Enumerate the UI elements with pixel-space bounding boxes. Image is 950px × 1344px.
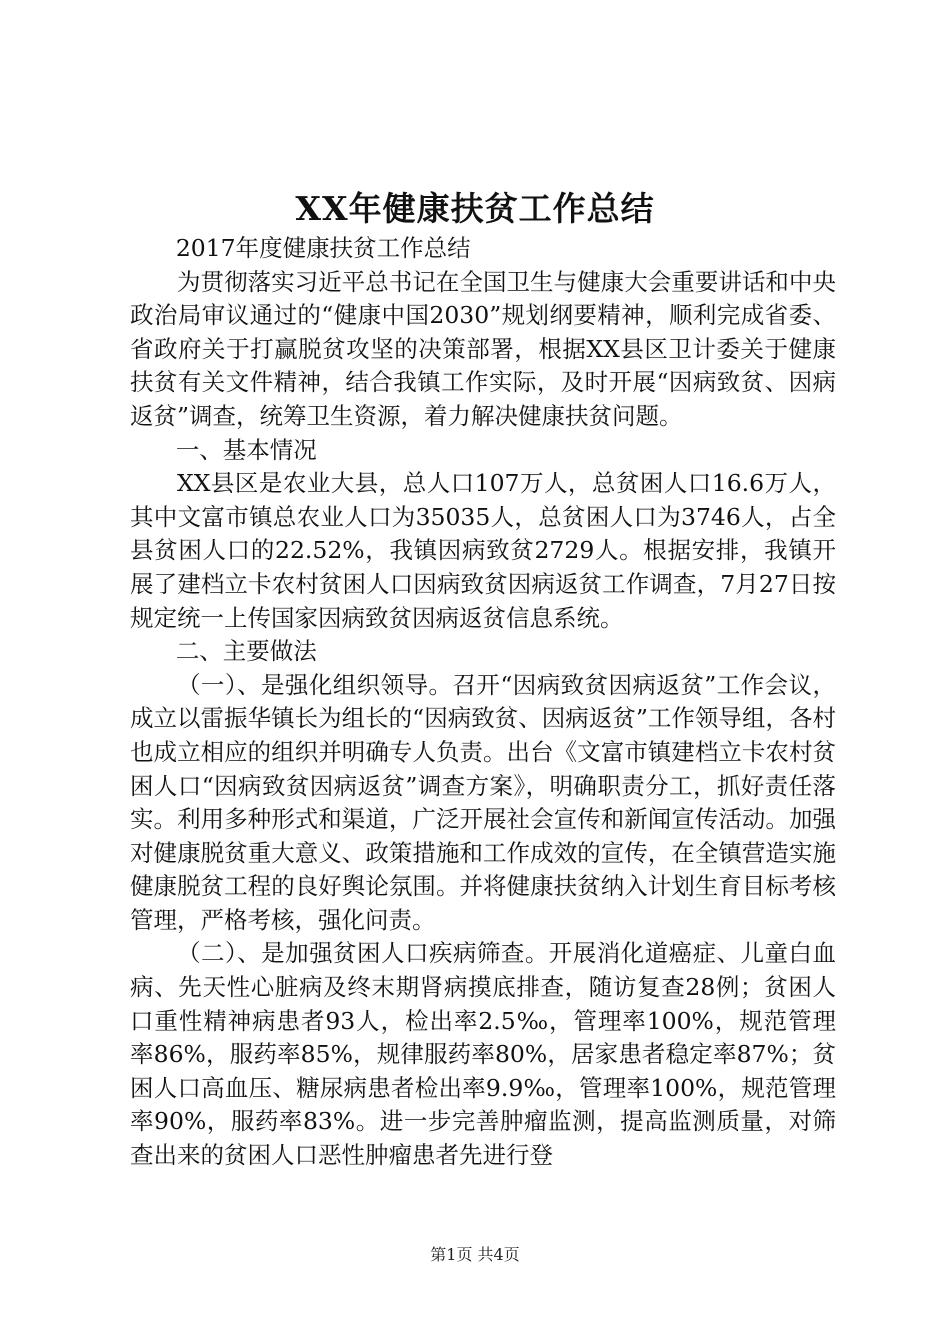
subtitle-paragraph: 2017年度健康扶贫工作总结 xyxy=(175,234,471,262)
section-heading-basic: 一、基本情况 xyxy=(175,435,317,464)
intro-paragraph: 为贯彻落实习近平总书记在全国卫生与健康大会重要讲话和中央政治局审议通过的“健康中国2030”规划纲要精神，顺利完成省委、省政府关于打赢脱贫攻坚的决策部署，根据XX县区卫计委关于健康扶贫有关文件精神，结合我镇工作实际，及时开展“因病致贫、因病返贫”调查，统筹卫生资源，着力解决健康扶贫问题。 xyxy=(130,267,836,430)
section-heading-methods: 二、主要做法 xyxy=(175,637,317,666)
page-footer: 第1页 共4页 xyxy=(430,1245,520,1264)
document-body xyxy=(130,232,836,1173)
method-paragraph-1: （一）、是强化组织领导。召开“因病致贫因病返贫”工作会议，成立以雷振华镇长为组长的“因病致贫、因病返贫”工作领导组，各村也成立相应的组织并明确专人负责。出台《文富市镇建档立卡农村贫困人口“因病致贫因病返贫”调查方案》，明确职责分工，抓好责任落实。利用多种形式和渠道，广泛开展社会宣传和新闻宣传活动。加强对健康脱贫重大意义、政策措施和工作成效的宣传，在全镇营造实施健康脱贫工程的良好舆论氛围。并将健康扶贫纳入计划生育目标考核管理，严格考核，强化问责。 xyxy=(130,670,836,934)
basic-situation-paragraph: XX县区是农业大县，总人口107万人，总贫困人口16.6万人，其中文富市镇总农业人口为35035人，总贫困人口为3746人，占全县贫困人口的22.52%，我镇因病致贫2729人。根据安排，我镇开展了建档立卡农村贫困人口因病致贫因病返贫工作调查，7月27日按规定统一上传国家因病致贫因病返贫信息系统。 xyxy=(130,469,836,632)
document-title: XX年健康扶贫工作总结 xyxy=(295,189,655,228)
method-paragraph-2: （二）、是加强贫困人口疾病筛查。开展消化道癌症、儿童白血病、先天性心脏病及终末期肾病摸底排查，随访复查28例；贫困人口重性精神病患者93人，检出率2.5‰，管理率100%，规范管理率86%，服药率85%，规律服药率80%，居家患者稳定率87%；贫困人口高血压、糖尿病患者检出率9.9‰，管理率100%，规范管理率90%，服药率83%。进一步完善肿瘤监测，提高监测质量，对筛查出来的贫困人口恶性肿瘤患者先进行登 xyxy=(130,939,836,1170)
